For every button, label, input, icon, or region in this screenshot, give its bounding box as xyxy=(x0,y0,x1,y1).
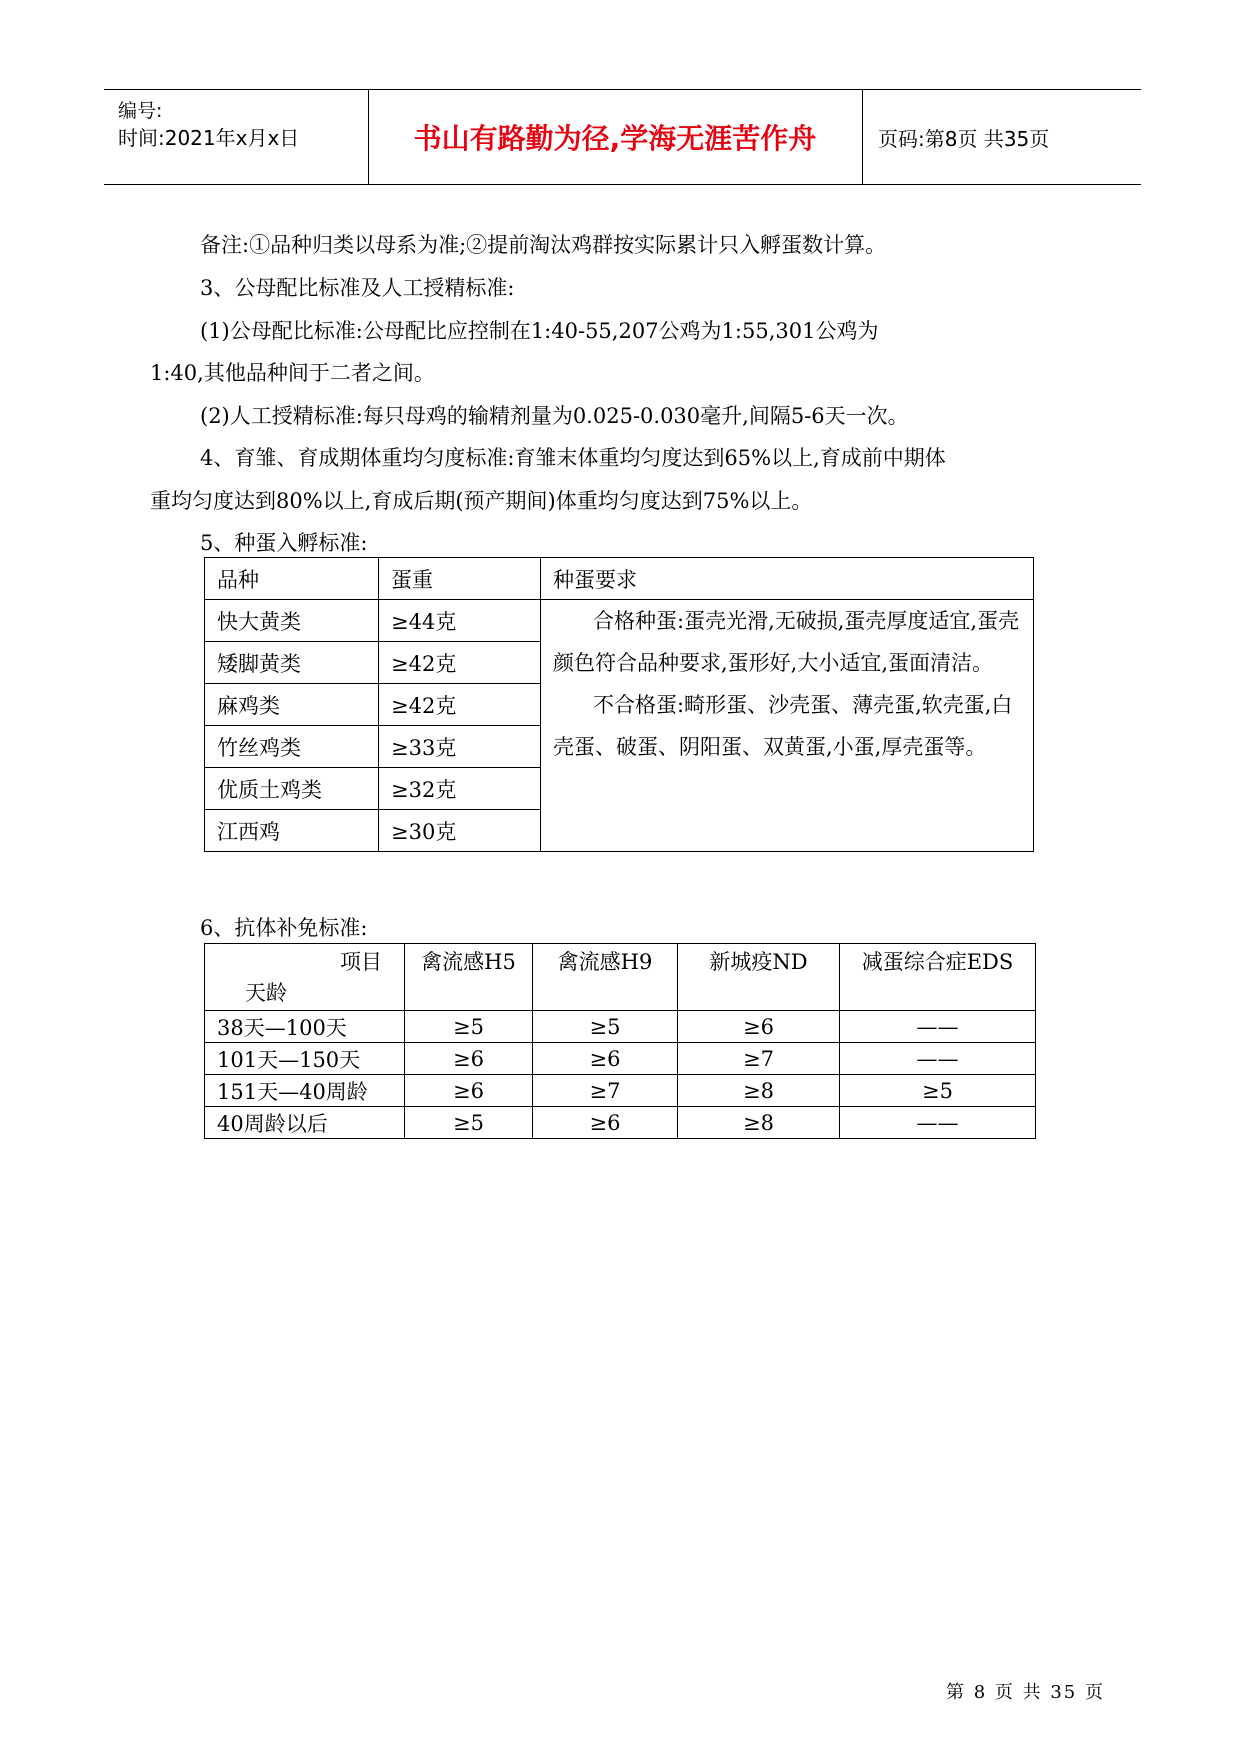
value-cell: ≥8 xyxy=(678,1075,840,1107)
value-cell: ≥6 xyxy=(533,1107,678,1139)
corner-header-cell xyxy=(205,944,405,1011)
value-cell: ≥6 xyxy=(678,1011,840,1043)
age-cell: 38天—100天 xyxy=(205,1011,405,1043)
table-header-row xyxy=(205,944,1036,1011)
qualified-egg-text: 合格种蛋:蛋壳光滑,无破损,蛋壳厚度适宜,蛋壳颜色符合品种要求,蛋形好,大小适宜,蛋面清洁。 xyxy=(553,609,1020,675)
breed-cell: 矮脚黄类 xyxy=(205,642,379,684)
weight-cell: ≥33克 xyxy=(379,726,541,768)
table-row xyxy=(205,1043,1036,1075)
breed-cell: 江西鸡 xyxy=(205,810,379,852)
weight-cell: ≥42克 xyxy=(379,642,541,684)
section-4-line2: 重均匀度达到80%以上,育成后期(预产期间)体重均匀度达到75%以上。 xyxy=(150,489,813,513)
value-cell: ≥7 xyxy=(678,1043,840,1075)
col-header-requirement: 种蛋要求 xyxy=(541,558,1034,600)
section-3-title: 3、公母配比标准及人工授精标准: xyxy=(200,276,515,300)
table-row xyxy=(205,1107,1036,1139)
page-footer: 第 8 页 共 35 页 xyxy=(946,1682,1105,1703)
value-cell: ≥6 xyxy=(405,1043,533,1075)
table-row xyxy=(205,1075,1036,1107)
breed-cell: 竹丝鸡类 xyxy=(205,726,379,768)
header-page-label: 页码:第8页 共35页 xyxy=(878,126,1050,151)
col-header-h5: 禽流感H5 xyxy=(405,944,533,1011)
table-row xyxy=(205,1011,1036,1043)
header-motto: 书山有路勤为径,学海无涯苦作舟 xyxy=(368,90,863,184)
table-row xyxy=(205,600,1034,642)
breed-cell: 优质土鸡类 xyxy=(205,768,379,810)
weight-cell: ≥30克 xyxy=(379,810,541,852)
corner-age-label: 天龄 xyxy=(245,981,287,1005)
weight-cell: ≥32克 xyxy=(379,768,541,810)
col-header-weight: 蛋重 xyxy=(379,558,541,600)
col-header-eds: 减蛋综合症EDS xyxy=(840,944,1036,1011)
age-cell: 40周龄以后 xyxy=(205,1107,405,1139)
age-cell: 151天—40周龄 xyxy=(205,1075,405,1107)
corner-item-label: 项目 xyxy=(340,950,382,974)
value-cell: ≥6 xyxy=(405,1075,533,1107)
value-cell: —— xyxy=(840,1011,1036,1043)
value-cell: ≥5 xyxy=(405,1107,533,1139)
weight-cell: ≥42克 xyxy=(379,684,541,726)
value-cell: ≥5 xyxy=(405,1011,533,1043)
number-label: 编号: xyxy=(118,100,163,122)
section-3-2: (2)人工授精标准:每只母鸡的输精剂量为0.025-0.030毫升,间隔5-6天一次。 xyxy=(200,404,909,428)
value-cell: ≥5 xyxy=(840,1075,1036,1107)
value-cell: ≥8 xyxy=(678,1107,840,1139)
antibody-table xyxy=(204,943,1036,1139)
time-label: 时间:2021年x月x日 xyxy=(118,126,300,150)
value-cell: —— xyxy=(840,1107,1036,1139)
page-header xyxy=(104,89,1141,185)
breed-cell: 快大黄类 xyxy=(205,600,379,642)
value-cell: ≥7 xyxy=(533,1075,678,1107)
note-paragraph: 备注:①品种归类以母系为准;②提前淘汰鸡群按实际累计只入孵蛋数计算。 xyxy=(200,233,887,257)
unqualified-egg-text: 不合格蛋:畸形蛋、沙壳蛋、薄壳蛋,软壳蛋,白壳蛋、破蛋、阴阳蛋、双黄蛋,小蛋,厚壳蛋等。 xyxy=(553,693,1013,759)
table-header-row xyxy=(205,558,1034,600)
weight-cell: ≥44克 xyxy=(379,600,541,642)
section-6-title: 6、抗体补免标准: xyxy=(200,916,368,940)
col-header-h9: 禽流感H9 xyxy=(533,944,678,1011)
breed-cell: 麻鸡类 xyxy=(205,684,379,726)
section-5-title: 5、种蛋入孵标准: xyxy=(200,531,368,555)
section-3-1-line1: (1)公母配比标准:公母配比应控制在1:40-55,207公鸡为1:55,301公鸡为 xyxy=(200,319,879,343)
age-cell: 101天—150天 xyxy=(205,1043,405,1075)
col-header-breed: 品种 xyxy=(205,558,379,600)
egg-standard-table xyxy=(204,557,1034,852)
value-cell: ≥5 xyxy=(533,1011,678,1043)
value-cell: —— xyxy=(840,1043,1036,1075)
col-header-nd: 新城疫ND xyxy=(678,944,840,1011)
requirement-cell xyxy=(541,600,1034,852)
section-3-1-line2: 1:40,其他品种间于二者之间。 xyxy=(150,361,435,385)
header-meta xyxy=(104,90,369,184)
section-4-line1: 4、育雏、育成期体重均匀度标准:育雏末体重均匀度达到65%以上,育成前中期体 xyxy=(200,446,946,470)
value-cell: ≥6 xyxy=(533,1043,678,1075)
